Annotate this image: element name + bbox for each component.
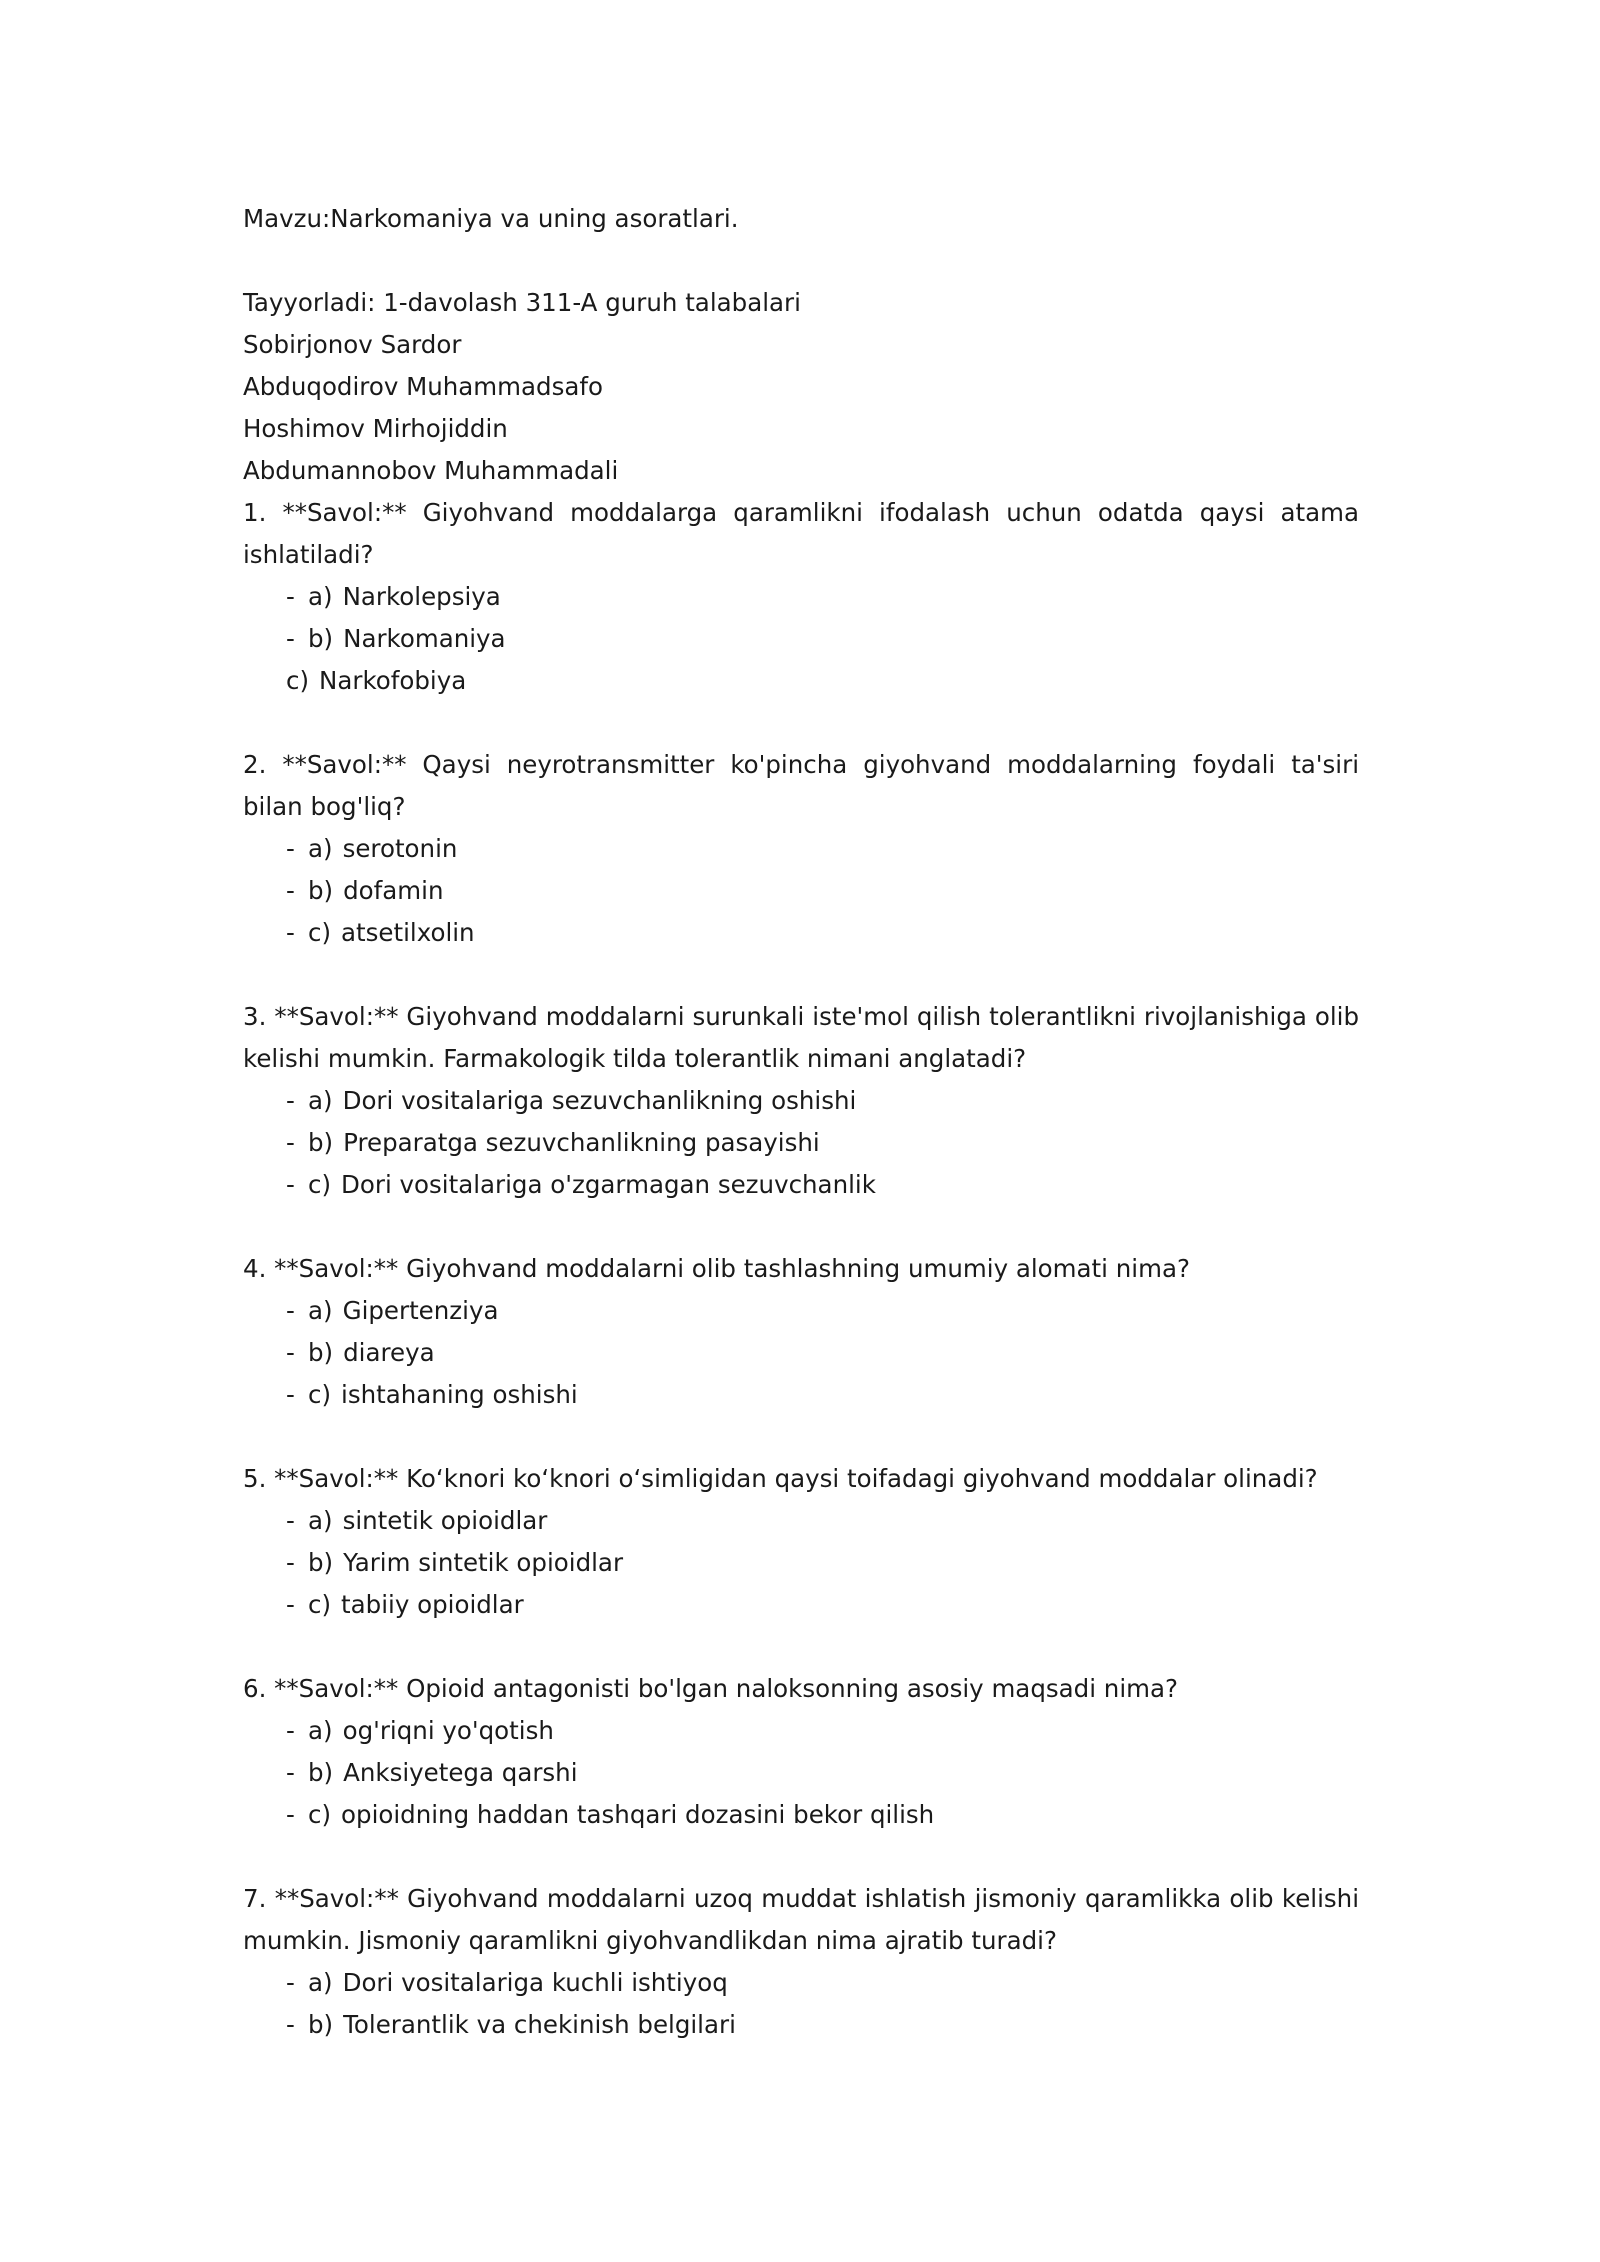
question-block bbox=[243, 1458, 1359, 1626]
option-bullet: - bbox=[286, 1338, 295, 1367]
option-bullet: - bbox=[286, 1128, 295, 1157]
option-letter: a) bbox=[308, 1716, 333, 1745]
question-block bbox=[243, 744, 1359, 954]
answer-option bbox=[243, 1374, 1359, 1416]
option-text: dofamin bbox=[343, 876, 444, 905]
question-block bbox=[243, 492, 1359, 702]
answer-option bbox=[243, 1962, 1359, 2004]
spacer bbox=[243, 954, 1359, 996]
answer-option bbox=[243, 1500, 1359, 1542]
spacer bbox=[243, 1416, 1359, 1458]
option-letter: a) bbox=[308, 1086, 333, 1115]
option-text: Preparatga sezuvchanlikning pasayishi bbox=[343, 1128, 820, 1157]
question-text: 1. **Savol:** Giyohvand moddalarga qaramlikni ifodalash uchun odatda qaysi atama ishlatiladi? bbox=[243, 498, 1359, 569]
question-list bbox=[243, 492, 1359, 2046]
option-letter: b) bbox=[308, 876, 334, 905]
option-letter: a) bbox=[308, 834, 333, 863]
option-text: atsetilxolin bbox=[341, 918, 475, 947]
option-text: Anksiyetega qarshi bbox=[343, 1758, 578, 1787]
option-text: Yarim sintetik opioidlar bbox=[343, 1548, 624, 1577]
answer-option bbox=[243, 1542, 1359, 1584]
option-bullet: - bbox=[286, 1590, 295, 1619]
option-bullet: - bbox=[286, 1716, 295, 1745]
option-text: Narkomaniya bbox=[343, 624, 506, 653]
option-letter: b) bbox=[308, 1128, 334, 1157]
question-text: 7. **Savol:** Giyohvand moddalarni uzoq muddat ishlatish jismoniy qaramlikka olib kelishi mumkin. Jismoniy qaramlikni giyohvandlikdan nima ajratib turadi? bbox=[243, 1884, 1359, 1955]
question-text: 3. **Savol:** Giyohvand moddalarni surunkali iste'mol qilish tolerantlikni rivojlanishiga olib kelishi mumkin. Farmakologik tilda tolerantlik nimani anglatadi? bbox=[243, 1002, 1359, 1073]
spacer bbox=[243, 1836, 1359, 1878]
prepared-by-line: Tayyorladi: 1-davolash 311-A guruh talabalari bbox=[243, 288, 801, 317]
option-text: serotonin bbox=[342, 834, 458, 863]
question-block bbox=[243, 1878, 1359, 2046]
option-bullet: - bbox=[286, 918, 295, 947]
answer-option bbox=[243, 1794, 1359, 1836]
question-text: 5. **Savol:** Koʻknori koʻknori oʻsimligidan qaysi toifadagi giyohvand moddalar olinadi? bbox=[243, 1464, 1318, 1493]
option-bullet: - bbox=[286, 834, 295, 863]
option-text: tabiiy opioidlar bbox=[341, 1590, 524, 1619]
question-block bbox=[243, 996, 1359, 1206]
answer-option bbox=[243, 912, 1359, 954]
option-text: sintetik opioidlar bbox=[342, 1506, 548, 1535]
option-letter: c) bbox=[308, 1380, 332, 1409]
option-bullet: - bbox=[286, 1968, 295, 1997]
option-bullet: - bbox=[286, 1506, 295, 1535]
option-text: og'riqni yo'qotish bbox=[342, 1716, 554, 1745]
option-letter: c) bbox=[286, 666, 310, 695]
option-text: Dori vositalariga o'zgarmagan sezuvchanlik bbox=[341, 1170, 876, 1199]
author-name: Hoshimov Mirhojiddin bbox=[243, 414, 508, 443]
option-bullet: - bbox=[286, 582, 295, 611]
option-bullet: - bbox=[286, 1758, 295, 1787]
spacer bbox=[243, 1626, 1359, 1668]
option-letter: c) bbox=[308, 918, 332, 947]
option-letter: c) bbox=[308, 1170, 332, 1199]
option-letter: c) bbox=[308, 1800, 332, 1829]
topic-heading: Mavzu:Narkomaniya va uning asoratlari. bbox=[243, 204, 739, 233]
option-letter: a) bbox=[308, 1968, 333, 1997]
option-text: ishtahaning oshishi bbox=[341, 1380, 578, 1409]
answer-option bbox=[243, 618, 1359, 660]
option-bullet: - bbox=[286, 2010, 295, 2039]
option-bullet: - bbox=[286, 1800, 295, 1829]
option-text: opioidning haddan tashqari dozasini bekor qilish bbox=[341, 1800, 935, 1829]
answer-option bbox=[243, 1332, 1359, 1374]
answer-option bbox=[243, 2004, 1359, 2046]
answer-option bbox=[243, 576, 1359, 618]
option-text: Narkofobiya bbox=[319, 666, 467, 695]
option-bullet: - bbox=[286, 1380, 295, 1409]
option-letter: b) bbox=[308, 1548, 334, 1577]
answer-option bbox=[243, 828, 1359, 870]
option-text: Narkolepsiya bbox=[342, 582, 501, 611]
option-letter: b) bbox=[308, 2010, 334, 2039]
answer-option bbox=[243, 1710, 1359, 1752]
answer-option bbox=[243, 870, 1359, 912]
spacer bbox=[243, 702, 1359, 744]
option-text: Gipertenziya bbox=[342, 1296, 499, 1325]
option-text: Tolerantlik va chekinish belgilari bbox=[343, 2010, 736, 2039]
option-bullet: - bbox=[286, 1296, 295, 1325]
question-text: 2. **Savol:** Qaysi neyrotransmitter ko'pincha giyohvand moddalarning foydali ta'siri bilan bog'liq? bbox=[243, 750, 1359, 821]
option-letter: a) bbox=[308, 1506, 333, 1535]
answer-option bbox=[243, 1164, 1359, 1206]
option-bullet: - bbox=[286, 1548, 295, 1577]
answer-option bbox=[243, 1290, 1359, 1332]
author-name: Sobirjonov Sardor bbox=[243, 330, 462, 359]
option-letter: a) bbox=[308, 1296, 333, 1325]
answer-option bbox=[243, 660, 1359, 702]
option-bullet: - bbox=[286, 1170, 295, 1199]
question-block bbox=[243, 1668, 1359, 1836]
option-bullet: - bbox=[286, 876, 295, 905]
spacer bbox=[243, 1206, 1359, 1248]
option-letter: c) bbox=[308, 1590, 332, 1619]
option-bullet: - bbox=[286, 624, 295, 653]
answer-option bbox=[243, 1584, 1359, 1626]
option-letter: b) bbox=[308, 624, 334, 653]
option-text: Dori vositalariga sezuvchanlikning oshishi bbox=[342, 1086, 857, 1115]
option-bullet: - bbox=[286, 1086, 295, 1115]
option-letter: b) bbox=[308, 1338, 334, 1367]
option-letter: a) bbox=[308, 582, 333, 611]
option-letter: b) bbox=[308, 1758, 334, 1787]
question-block bbox=[243, 1248, 1359, 1416]
answer-option bbox=[243, 1752, 1359, 1794]
option-text: Dori vositalariga kuchli ishtiyoq bbox=[342, 1968, 728, 1997]
option-text: diareya bbox=[343, 1338, 435, 1367]
author-name: Abduqodirov Muhammadsafo bbox=[243, 372, 603, 401]
spacer bbox=[243, 240, 1359, 282]
question-text: 4. **Savol:** Giyohvand moddalarni olib tashlashning umumiy alomati nima? bbox=[243, 1254, 1190, 1283]
answer-option bbox=[243, 1122, 1359, 1164]
answer-option bbox=[243, 1080, 1359, 1122]
question-text: 6. **Savol:** Opioid antagonisti bo'lgan naloksonning asosiy maqsadi nima? bbox=[243, 1674, 1179, 1703]
author-name: Abdumannobov Muhammadali bbox=[243, 456, 619, 485]
